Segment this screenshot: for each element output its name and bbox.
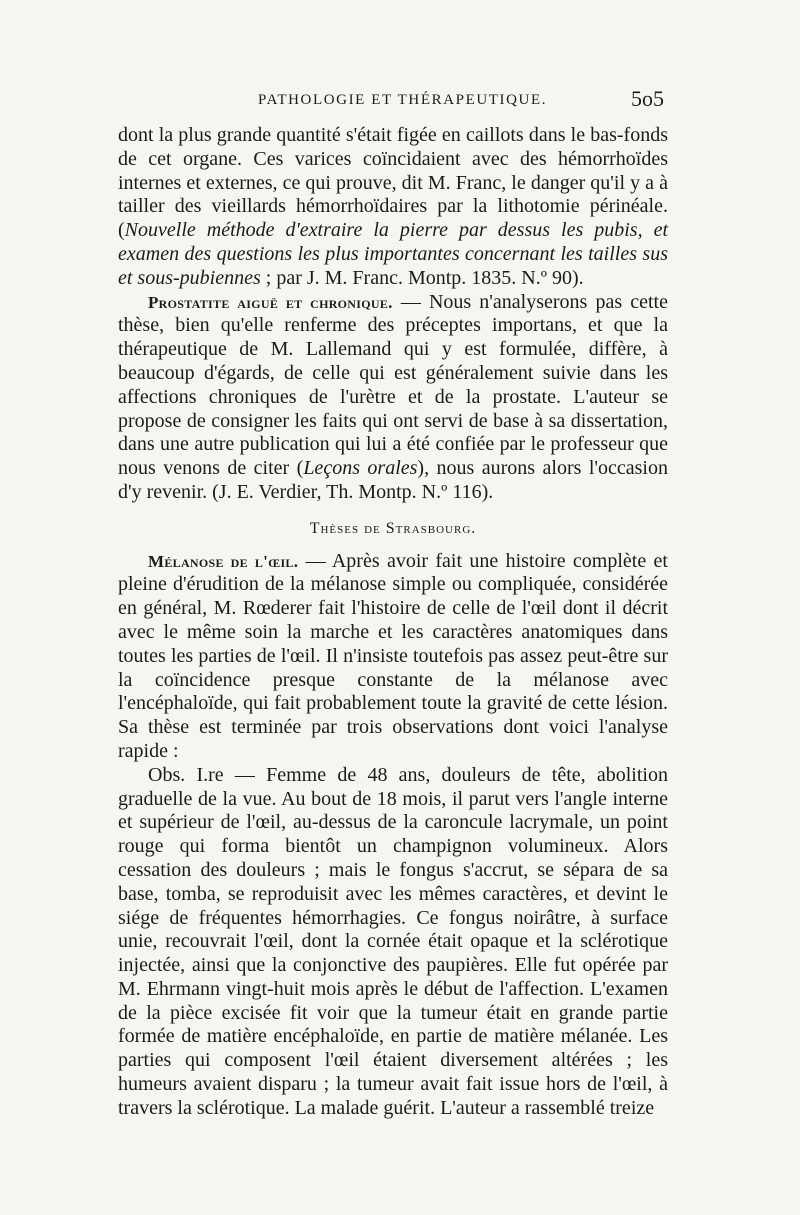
- entry-heading: Prostatite aiguë et chronique.: [148, 292, 393, 312]
- observation-label: Obs. I.re: [148, 763, 224, 786]
- body-text: [118, 124, 668, 1121]
- running-head: [118, 86, 664, 116]
- paragraph-observation-1: [118, 764, 668, 1121]
- page-number: 5o5: [631, 86, 664, 111]
- paragraph-franc: [118, 124, 668, 291]
- paragraph-text: — Après avoir fait une histoire complète et pleine d'érudition de la mélanose simple ou compliquée, considérée en général, M. Rœderer fait l'histoire de celle de l'œil dont il décrit avec le même soin la marche et les caractères anatomiques dans toutes les parties de l'œil. Il n'insiste toutefois pas assez peut-être sur la coïncidence presque constante de la mélanose avec l'encéphaloïde, qui fait probablement toute la gravité de cette lésion. Sa thèse est terminée par trois observations dont voici l'analyse rapide :: [118, 549, 668, 762]
- running-title: PATHOLOGIE ET THÉRAPEUTIQUE.: [258, 92, 548, 108]
- citation-title: Leçons orales: [303, 457, 418, 480]
- paragraph-text: ), nous aurons alors l'occasion d'y revenir. (J. E. Verdier, Th. Montp. N.º 116).: [118, 457, 668, 503]
- paragraph-melanose: [118, 550, 668, 764]
- paragraph-prostatite: [118, 291, 668, 505]
- entry-heading: Mélanose de l'œil.: [148, 551, 299, 571]
- paragraph-text: dont la plus grande quantité s'était figée en caillots dans le bas-fonds de cet organe. Ces varices coïncidaient avec des hémorrhoïdes internes et externes, ce qui prouve, dit M. Franc, le danger qu'il y a à tailler des vieillards hémorrhoïdaires par la lithotomie périnéale. (: [118, 124, 668, 242]
- paragraph-text: — Femme de 48 ans, douleurs de tête, abolition graduelle de la vue. Au bout de 18 mois, il parut vers l'angle interne et supérieur de l'œil, au-dessus de la caroncule lacrymale, un point rouge qui forma bientôt un champignon volumineux. Alors cessation des douleurs ; mais le fongus s'accrut, se sépara de sa base, tomba, se reproduisit avec les mêmes caractères, et devint le siége de fréquentes hémorrhagies. Ce fongus noirâtre, à surface unie, recouvrait l'œil, dont la cornée était opaque et la sclérotique injectée, ainsi que la conjonctive des paupières. Elle fut opérée par M. Ehrmann vingt-huit mois après le début de l'affection. L'examen de la pièce excisée fit voir que la tumeur était en grande partie formée de matière encéphaloïde, en partie de matière mélanée. Les parties qui composent l'œil étaient diversement altérées ; les humeurs avaient disparu ; la tumeur avait fait issue hors de l'œil, à travers la sclérotique. La malade guérit. L'auteur a rassemblé treize: [118, 763, 668, 1119]
- section-title: Thèses de Strasbourg.: [309, 519, 477, 537]
- paragraph-text: — Nous n'analyserons pas cette thèse, bien qu'elle renferme des préceptes importans, et que la thérapeutique de M. Lallemand qui y est formulée, diffère, à beaucoup d'égards, de celle qui est généralement suivie dans les affections chroniques de l'urètre et de la prostate. L'auteur se propose de consigner les faits qui ont servi de base à sa dissertation, dans une autre publication qui lui a été confiée par le professeur que nous venons de citer (: [118, 290, 668, 480]
- citation-title: Nouvelle méthode d'extraire la pierre par dessus les pubis, et examen des questions les plus importantes concernant les tailles sus et sous-pubiennes: [118, 219, 668, 289]
- paragraph-text: ; par J. M. Franc. Montp. 1835. N.º 90).: [260, 266, 584, 289]
